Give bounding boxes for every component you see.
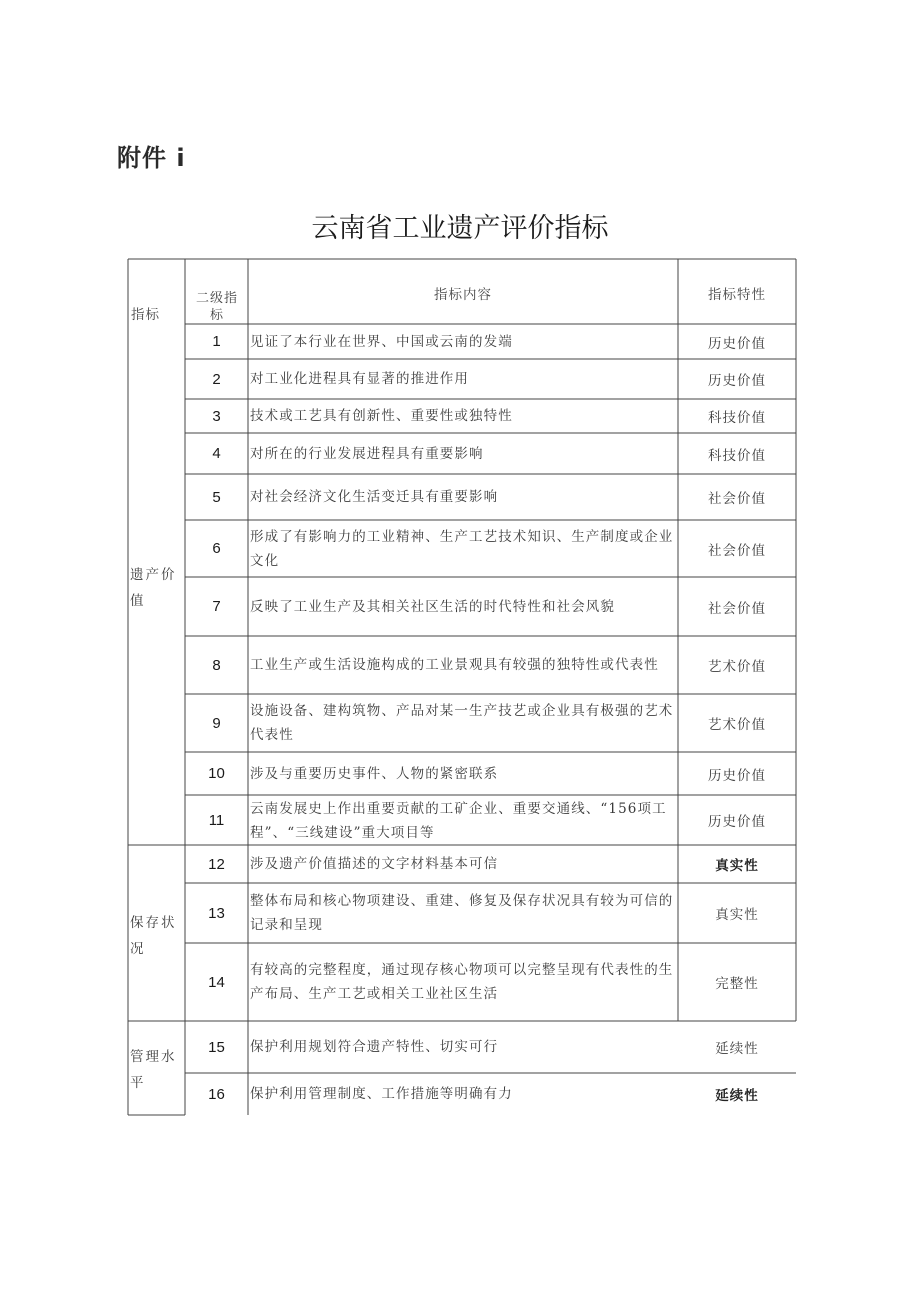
attachment-label: 附件 i (117, 144, 186, 172)
row-number: 14 (208, 973, 225, 991)
row-content: 涉及遗产价值描述的文字材料基本可信 (250, 856, 499, 872)
row-content: 云南发展史上作出重要贡献的工矿企业、重要交通线、“156项工程”、“三线建设”重大项目等 (250, 801, 667, 841)
row-content: 对社会经济文化生活变迁具有重要影响 (250, 489, 499, 505)
row-number: 5 (212, 488, 221, 506)
header-first-level: 指标 (131, 307, 160, 323)
row-trait: 科技价值 (708, 447, 766, 464)
row-content: 形成了有影响力的工业精神、生产工艺技术知识、生产制度或企业文化 (250, 528, 674, 569)
header-second-level: 二级指标 (195, 291, 238, 323)
row-content: 整体布局和核心物项建设、重建、修复及保存状况具有较为可信的记录和呈现 (250, 893, 674, 933)
row-content: 技术或工艺具有创新性、重要性或独特性 (250, 408, 513, 424)
row-number: 2 (212, 370, 221, 388)
row-trait: 社会价值 (708, 600, 766, 617)
row-number: 11 (208, 811, 225, 829)
row-trait: 科技价值 (708, 410, 766, 426)
row-trait: 真实性 (715, 907, 759, 923)
row-number: 16 (208, 1085, 225, 1103)
row-number: 4 (212, 445, 221, 462)
row-trait: 历史价值 (708, 335, 766, 352)
row-content: 涉及与重要历史事件、人物的紧密联系 (250, 765, 499, 782)
header-trait: 指标特性 (708, 287, 766, 303)
row-trait: 完整性 (715, 976, 759, 992)
row-trait: 社会价值 (708, 491, 766, 507)
row-trait: 真实性 (715, 858, 759, 874)
group-label: 保存状况 (130, 915, 177, 957)
row-content: 工业生产或生活设施构成的工业景观具有较强的独特性或代表性 (250, 657, 659, 673)
row-content: 保护利用规划符合遗产特性、切实可行 (250, 1039, 499, 1055)
row-trait: 延续性 (715, 1041, 759, 1057)
row-number: 1 (212, 333, 221, 350)
row-trait: 历史价值 (708, 767, 766, 784)
row-content: 保护利用管理制度、工作措施等明确有力 (250, 1086, 513, 1102)
group-label: 管理水平 (130, 1049, 177, 1091)
row-trait: 历史价值 (708, 373, 766, 389)
row-number: 8 (212, 656, 221, 674)
group-label: 遗产价值 (130, 567, 177, 609)
row-content: 对工业化进程具有显著的推进作用 (250, 371, 469, 387)
row-number: 13 (208, 904, 225, 922)
row-number: 3 (212, 407, 221, 425)
row-number: 6 (212, 540, 221, 557)
row-trait: 历史价值 (708, 814, 766, 830)
row-content: 设施设备、建构筑物、产品对某一生产技艺或企业具有极强的艺术代表性 (250, 703, 674, 743)
row-trait: 艺术价值 (708, 717, 766, 733)
header-content: 指标内容 (434, 287, 492, 303)
row-number: 9 (212, 714, 221, 732)
row-number: 12 (208, 855, 225, 873)
row-trait: 艺术价值 (708, 659, 766, 675)
row-content: 有较高的完整程度，通过现存核心物项可以完整呈现有代表性的生产布局、生产工艺或相关工业社区生活 (250, 962, 674, 1002)
row-number: 7 (212, 598, 221, 615)
row-trait: 延续性 (715, 1088, 759, 1104)
row-content: 见证了本行业在世界、中国或云南的发端 (250, 333, 513, 350)
row-content: 反映了工业生产及其相关社区生活的时代特性和社会风貌 (250, 598, 615, 615)
page-title: 云南省工业遗产评价指标 (311, 213, 609, 244)
row-content: 对所在的行业发展进程具有重要影响 (250, 445, 484, 462)
row-number: 15 (208, 1038, 225, 1056)
row-trait: 社会价值 (708, 542, 766, 559)
row-number: 10 (208, 765, 225, 782)
